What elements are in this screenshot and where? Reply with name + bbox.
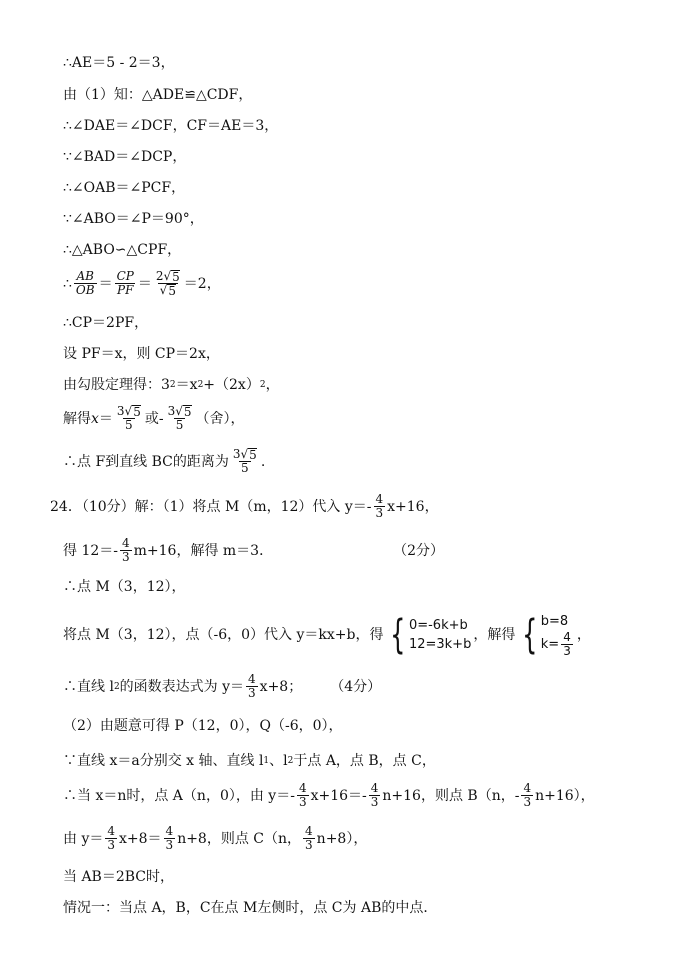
solution-line: ∵∠ABO＝∠P＝90°， — [63, 211, 204, 227]
fraction: $\frac{4}{3}$ — [563, 630, 571, 658]
fraction: $\frac{4}{3}$ — [370, 781, 379, 809]
fraction: $\frac{4}{3}$ — [165, 824, 174, 852]
fraction: $\frac{4}{3}$ — [298, 781, 307, 809]
solution-line: ∵∠BAD＝∠DCP， — [63, 149, 187, 165]
fraction: $\frac{AB}{OB}$ — [75, 269, 95, 297]
solution-line: 情况一：当点 A，B，C在点 M左侧时，点 C为 AB的中点． — [63, 900, 438, 916]
fraction: 2√ 5 √ 5 — [155, 269, 180, 298]
solution-line: ∴CP＝2PF， — [63, 315, 149, 331]
fraction: 3√ 5 5 — [116, 404, 141, 432]
fraction: $\frac{4}{3}$ — [375, 492, 384, 520]
solution-line: ∴∠OAB＝∠PCF， — [63, 180, 186, 196]
fraction: 3√ 5 5 — [232, 447, 257, 475]
fraction: $\frac{4}{3}$ — [107, 824, 115, 852]
fraction: $\frac{4}{3}$ — [248, 672, 256, 700]
solution-line: 得 12＝- $\frac{4}{3}$ m+16，解得 m＝3． （2分） — [63, 536, 445, 564]
fraction: $\frac{4}{3}$ — [305, 824, 313, 852]
solution-line: 由（1）知：△ADE≌△CDF， — [63, 87, 253, 103]
solution-line: 当 AB＝2BC时， — [63, 869, 175, 885]
fraction: $\frac{4}{3}$ — [122, 536, 130, 564]
solution-line: ∴AE＝5 - 2＝3， — [63, 55, 175, 71]
question-24-line: 24．（10分）解：（1）将点 M（m，12）代入 y＝- $\frac{4}{3}$ x+16， — [50, 492, 439, 520]
score-mark: （2分） — [393, 542, 445, 559]
solution-line: ∴△ABO∽△CPF， — [63, 242, 182, 258]
solution-line: 设 PF＝x，则 CP＝2x， — [63, 346, 220, 362]
fraction: 3√ 5 5 — [167, 404, 192, 432]
solution-line: ∴直线 l 2 的函数表达式为 y＝ $\frac{4}{3}$ x+8； （4分） — [63, 672, 382, 700]
equation-system: { 0=-6k+b 12=3k+b — [390, 612, 472, 658]
system-line: 将点 M（3，12），点（-6，0）代入 y＝kx+b，得 { 0=-6k+b 12=3k+b ，解得 { b=8 k= $\frac{4}{3}$ ， — [63, 612, 591, 658]
ratio-equation: ∴ $\frac{AB}{OB}$ ＝ $\frac{CP}{PF}$ ＝ 2√ 5 √ 5 ＝2， — [63, 269, 221, 298]
solution-line: ∴∠DAE＝∠DCF，CF＝AE＝3， — [63, 118, 279, 134]
solution-x-line: 解得 x ＝ 3√ 5 5 或- 3√ 5 5 （舍）， — [63, 404, 245, 432]
distance-line: ∴点 F到直线 BC的距离为 3√ 5 5 . — [63, 447, 266, 475]
pythagorean-line: 由勾股定理得：3 2 ＝x 2 +（2x） 2 ， — [63, 377, 280, 393]
solution-line: ∵直线 x＝a分别交 x 轴、直线 l 1 、l 2 于点 A，点 B，点 C， — [63, 753, 436, 769]
solution-line: 由 y＝ $\frac{4}{3}$ x+8＝ $\frac{4}{3}$ n+8，则点 C（n， $\frac{4}{3}$ n+8）， — [63, 824, 368, 852]
solution-system: { b=8 k= $\frac{4}{3}$ — [522, 612, 571, 658]
solution-line: ∴当 x＝n时，点 A（n，0），由 y＝- $\frac{4}{3}$ x+16＝- $\frac{4}{3}$ n+16，则点 B（n，- $\frac{4}{3}$ n+16）， — [63, 781, 595, 809]
solution-line: ∴点 M（3，12）， — [63, 579, 186, 595]
score-mark: （4分） — [330, 678, 382, 695]
fraction: $\frac{CP}{PF}$ — [116, 269, 134, 297]
solution-line: （2）由题意可得 P（12，0），Q（-6，0）， — [63, 718, 343, 734]
fraction: $\frac{4}{3}$ — [523, 781, 532, 809]
